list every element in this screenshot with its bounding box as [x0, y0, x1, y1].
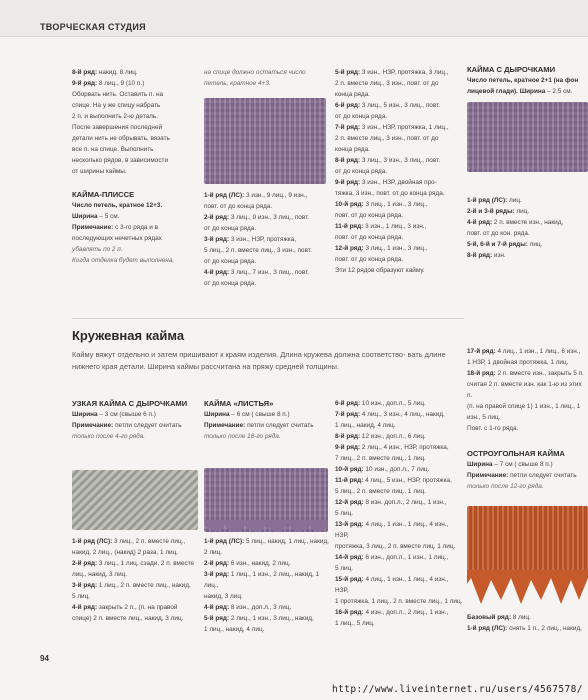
text-line [467, 195, 588, 206]
text-line [335, 519, 463, 541]
row-text: 2 п. вместе изн., закрыть 5 п. [495, 370, 584, 377]
row-label: 17-й ряд: [467, 348, 496, 355]
row-text: 1 НЗР, 1 двойная протяжка, 1 лиц. [467, 359, 569, 366]
row-label: Примечание: [204, 422, 246, 429]
text-line [72, 547, 204, 558]
text-line [204, 201, 334, 212]
row-label: 9-й ряд: [335, 444, 361, 451]
text-line [335, 475, 463, 486]
row-label: 13-й ряд: [335, 521, 364, 528]
row-text: 1 протяжка, 1 лиц., 2 п. вместе лиц., 1 лиц. [335, 598, 463, 605]
text-line [204, 256, 334, 267]
row-text: снять 1 п., 2 лиц., накид, [507, 625, 582, 632]
text-line [204, 267, 334, 278]
column-4-rows [467, 195, 588, 261]
pointed-edge-teeth [467, 570, 588, 606]
text-line [335, 442, 463, 453]
text-line [467, 206, 588, 217]
row-label: Ширина [204, 411, 230, 418]
row-text: 2 п. вместе изн., накид, [492, 219, 564, 226]
text-line [72, 78, 194, 89]
row-label: Число петель, кратное 12+3. [72, 202, 163, 209]
row-text: повт. от до конца ряда. [204, 203, 273, 210]
text-line [335, 243, 463, 254]
row-text: накид, 3 лиц. [204, 593, 243, 600]
text-line [72, 420, 198, 431]
text-line [204, 212, 334, 223]
row-text: Оборвать нить. Оставить п. на [72, 91, 164, 98]
subsection-title: КАЙМА «ЛИСТЬЯ» [204, 399, 274, 408]
text-line [467, 239, 588, 250]
page-number: 94 [40, 654, 49, 663]
row-text: – 6 см ( свыше 8 п.) [229, 411, 290, 418]
text-line [335, 607, 463, 618]
row-text: 4 лиц., 3 изн., 4 лиц., накид, [360, 411, 445, 418]
row-text: 8 лиц. [510, 614, 531, 621]
row-text: 1 лиц., накид, 4 лиц. [335, 422, 396, 429]
text-line [335, 89, 463, 100]
row-text: несколько рядов, в зависимости [72, 157, 169, 164]
row-text: изн. [492, 252, 506, 259]
text-line [467, 612, 588, 623]
text-line [467, 228, 588, 239]
row-text: 3 изн., НЗР, двойная про- [360, 179, 437, 186]
row-text: 4 лиц., 1 изн., 1 лиц., 4 изн., НЗР, [335, 576, 449, 594]
row-text: 5 лиц. [335, 565, 354, 572]
text-line [335, 497, 463, 508]
text-line [335, 464, 463, 475]
row-label: 10-й ряд: [335, 466, 364, 473]
text-line [335, 111, 463, 122]
row-text: 3 изн., НЗР, протяжка, 3 лиц., [360, 69, 449, 76]
text-line [72, 222, 194, 244]
row-text: 1 лиц., 1 изн., 2 лиц., накид, 1 лиц., [204, 571, 320, 589]
row-text: 5 лиц., накид, 1 лиц., накид, [244, 538, 329, 545]
pointed-edge-rows [467, 612, 588, 634]
text-line [335, 453, 463, 464]
text-line [204, 536, 334, 547]
text-line [335, 552, 463, 563]
row-label: 7-й ряд: [335, 124, 361, 131]
section-header: ТВОРЧЕСКАЯ СТУДИЯ [40, 22, 146, 32]
row-label: Ширина [467, 461, 493, 468]
subsection-title: ОСТРОУГОЛЬНАЯ КАЙМА [467, 449, 565, 458]
row-label: Ширина [72, 213, 98, 220]
narrow-edge-header [72, 398, 198, 442]
text-line [72, 100, 194, 111]
row-text: петли следует считать [245, 422, 314, 429]
row-text: 8 изн., доп.л., 3 лиц. [229, 604, 292, 611]
row-text: 3 лиц., 5 изн., 3 лиц., повт. [360, 102, 441, 109]
row-text: повт. от до конца ряда. [335, 212, 404, 219]
text-line [72, 133, 194, 144]
leaves-edge-rows [204, 536, 334, 635]
text-line [335, 210, 463, 221]
row-text: 3 лиц., 9 изн., 3 лиц., повт. [229, 214, 310, 221]
row-text: 2 лиц., 1 изн., 3 лиц., накид, [229, 615, 314, 622]
row-label: 16-й ряд: [335, 609, 364, 616]
row-text: Эти 12 рядов образуют кайму. [335, 267, 425, 274]
lace-edge-intro: Кайму вяжут отдельно и затем пришивают к краям изделия. Длина кружева должна соответство- вать длине нижнего края детали. Ширина каймы рассчитана на пряжу средней толщины. [72, 350, 446, 371]
row-text: (п. на правой спице 1) 1 изн., 1 лиц., 1 изн., 5 лиц. [467, 403, 581, 421]
row-label: 18-й ряд: [467, 370, 496, 377]
subsection-title: УЗКАЯ КАЙМА С ДЫРОЧКАМИ [72, 399, 188, 408]
text-line [467, 423, 588, 434]
text-line [335, 199, 463, 210]
row-label: 11-й ряд: [335, 477, 364, 484]
text-line [467, 346, 588, 357]
row-text: Повт. с 1-го ряда. [467, 425, 519, 432]
text-line [467, 459, 588, 470]
row-text: спице) 2 п. вместе лиц., накид, 3 лиц. [72, 615, 184, 622]
text-line [72, 569, 204, 580]
row-text: накид, 2 лиц., (накид) 2 раза, 1 лиц. [72, 549, 179, 556]
text-line [467, 250, 588, 261]
pleat-sample-photo [204, 98, 326, 184]
text-line [72, 89, 194, 100]
row-text: петли следует считать [508, 472, 577, 479]
row-text: 8 изн. доп.л., 2 лиц., 1 изн., [363, 499, 447, 506]
text-line [335, 574, 463, 596]
leaves-edge-header [204, 398, 330, 442]
text-line: только после 4-го ряда. [72, 433, 146, 440]
column-4-bottom-rows [467, 346, 588, 434]
row-text: 8 лиц., 9 (10 п.) [97, 80, 145, 87]
row-text: детали нить не обрывать, вязать [72, 135, 170, 142]
text-line [72, 580, 204, 591]
row-text: 7 лиц., 2 п. вместе лиц., 1 лиц. [335, 455, 426, 462]
text-line [204, 190, 334, 201]
text-line [335, 563, 463, 574]
row-text: повт. от до кон. ряда. [467, 230, 530, 237]
text-line [335, 420, 463, 431]
text-line [335, 265, 463, 276]
row-text: 4 лиц., 5 изн., НЗР, протяжка, [363, 477, 452, 484]
row-label: 1-й ряд (ЛС): [467, 197, 508, 204]
row-text: повт. от до конца ряда. [335, 234, 404, 241]
row-text: конца ряда. [335, 146, 370, 153]
row-text: с 3-го ряда и в последующих нечетных рядах [72, 224, 162, 242]
text-line [72, 409, 198, 420]
row-text: 5 лиц. [72, 593, 91, 600]
row-text: После завершения последней [72, 124, 163, 131]
row-label: 2-й ряд: [204, 214, 230, 221]
row-text: лиц. [527, 241, 543, 248]
source-url: http://www.liveinternet.ru/users/4567578/ [332, 684, 583, 695]
text-line [204, 624, 334, 635]
row-text: – 3 см (свыше 6 п.) [97, 411, 156, 418]
row-text: – 2.5 см. [545, 88, 573, 95]
text-line [204, 234, 334, 245]
row-label: 9-й ряд: [72, 80, 98, 87]
text-line [72, 155, 194, 166]
row-label: 8-й ряд: [72, 69, 98, 76]
row-label: Число петель, кратное 2+1 (на фон [467, 77, 579, 84]
row-text: 12 изн., доп.л., 6 лиц. [360, 433, 426, 440]
text-line: только после 12-го ряда. [467, 483, 544, 490]
text-line [72, 211, 194, 222]
row-label: лицевой глади). Ширина [467, 88, 546, 95]
subsection-title: КАЙМА С ДЫРОЧКАМИ [467, 65, 556, 74]
row-label: 4-й ряд: [467, 219, 493, 226]
row-text: 5 лиц., 2 п. вместе лиц., 1 лиц. [335, 488, 426, 495]
row-text: протяжка, 3 лиц., 2 п. вместе лиц. 1 лиц. [335, 543, 456, 550]
text-line [467, 470, 588, 481]
row-label: 8-й ряд: [335, 157, 361, 164]
subsection-title: КАЙМА-ПЛИССЕ [72, 190, 135, 199]
row-text: лиц. [514, 208, 530, 215]
row-text: 3 изн., НЗР, протяжка, 1 лиц., [360, 124, 449, 131]
row-text: 5 лиц., 2 п. вместе лиц., 3 изн., повт. [204, 247, 312, 254]
pointed-edge-header [467, 448, 588, 492]
row-label: Ширина [72, 411, 98, 418]
row-label: Примечание: [72, 224, 114, 231]
row-label: 8-й ряд: [335, 433, 361, 440]
text-line [204, 245, 334, 256]
divider [72, 318, 464, 319]
row-text: повт. от до конца ряда. [335, 256, 404, 263]
text-line [467, 368, 588, 379]
row-label: 1-й ряд (ЛС): [204, 192, 245, 199]
row-text: 2 п. вместе лиц., 3 изн., повт. от до [335, 135, 439, 142]
row-text: 6 изн., накид, 2 лиц. [229, 560, 291, 567]
text-line [335, 232, 463, 243]
row-text: 2 лиц., 4 изн., НЗР, протяжка, [360, 444, 449, 451]
row-label: 5-й ряд: [335, 69, 361, 76]
text-line [467, 217, 588, 228]
text-line [204, 409, 330, 420]
row-label: 12-й ряд: [335, 245, 364, 252]
row-text: Когда отделка будет выполнена, [72, 257, 175, 264]
row-label: 15-й ряд: [335, 576, 364, 583]
text-line [72, 144, 194, 155]
text-line [467, 623, 588, 634]
row-text: от до конца ряда. [204, 280, 257, 287]
text-line: петель, кратное 4+3. [204, 80, 271, 87]
row-text: петли следует считать [113, 422, 182, 429]
row-label: 14-й ряд: [335, 554, 364, 561]
text-line [467, 357, 588, 368]
row-label: Примечание: [72, 422, 114, 429]
text-line [467, 86, 588, 97]
row-label: 2-й ряд: [204, 560, 230, 567]
row-text: 4 лиц., 1 изн., 1 лиц., 4 изн., НЗР, [335, 521, 449, 539]
text-line [72, 591, 204, 602]
text-line [467, 75, 588, 86]
row-label: Примечание: [467, 472, 509, 479]
text-line [72, 255, 194, 266]
text-line [72, 536, 204, 547]
row-text: 3 лиц., 1 изн., 3 лиц., [363, 245, 428, 252]
text-line [335, 398, 463, 409]
row-text: 2 п. и выполнить 2-ю деталь. [72, 113, 158, 120]
row-label: 2-й и 3-й ряды: [467, 208, 515, 215]
row-text: от до конца ряда. [204, 225, 257, 232]
narrow-edge-rows [72, 536, 204, 624]
text-line [335, 596, 463, 607]
text-line [335, 133, 463, 144]
text-line [467, 401, 588, 423]
row-text: накид, 8 лиц. [97, 69, 138, 76]
text-line [72, 558, 204, 569]
text-line [335, 508, 463, 519]
text-line [335, 486, 463, 497]
row-text: 6 изн., доп.л., 1 изн., 1 лиц., [363, 554, 449, 561]
row-text: 10 изн., доп.л., 5 лиц. [360, 400, 426, 407]
text-line [204, 223, 334, 234]
row-text: спице. На у же спицу набрать [72, 102, 161, 109]
text-line: на спице должно остаться число [204, 69, 306, 76]
pointed-edge-sample-photo [467, 506, 588, 576]
row-label: 1-й ряд (ЛС): [72, 538, 113, 545]
text-line [204, 558, 334, 569]
text-line [204, 591, 334, 602]
text-line [72, 244, 194, 255]
column-3-bottom-rows [335, 398, 463, 629]
row-label: 3-й ряд: [72, 582, 98, 589]
row-text: лиц. [507, 197, 522, 204]
row-label: 4-й ряд: [72, 604, 98, 611]
text-line [335, 431, 463, 442]
text-line [72, 166, 194, 177]
lace-edge-title: Кружевная кайма [72, 328, 185, 343]
row-label: 1-й ряд (ЛС): [467, 625, 508, 632]
text-line [204, 420, 330, 431]
row-label: Базовый ряд: [467, 614, 511, 621]
row-text: 3 изн., НЗР, протяжка, [229, 236, 297, 243]
text-line [335, 166, 463, 177]
text-line [467, 379, 588, 401]
text-line [335, 144, 463, 155]
row-text: 3 лиц., 2 п. вместе лиц., [112, 538, 186, 545]
row-text: от до конца ряда. [335, 113, 388, 120]
row-text: 1 лиц., 5 лиц. [335, 620, 375, 627]
text-line [335, 541, 463, 552]
row-label: 12-й ряд: [335, 499, 364, 506]
row-label: 9-й ряд: [335, 179, 361, 186]
text-line [72, 122, 194, 133]
row-label: 3-й ряд: [204, 571, 230, 578]
text-line [335, 155, 463, 166]
text-line [335, 177, 463, 188]
row-label: 2-й ряд: [72, 560, 98, 567]
row-text: 4 изн., доп.л., 2 лиц., 1 изн., [363, 609, 449, 616]
text-line [335, 100, 463, 111]
text-line [72, 111, 194, 122]
text-line [335, 409, 463, 420]
text-line [335, 78, 463, 89]
narrow-edge-sample-photo [72, 470, 198, 530]
eyelet-edge-sample-photo [467, 102, 588, 172]
row-text: тяжка, 3 изн., повт. от до конца ряда. [335, 190, 445, 197]
row-text: убавлять по 2 п. [72, 246, 123, 253]
text-line [335, 618, 463, 629]
text-line [335, 188, 463, 199]
row-text: 3 лиц., 1 лиц. сзади, 2 п. вместе [97, 560, 195, 567]
row-text: 3 лиц., 3 изн., 3 лиц., повт. [360, 157, 441, 164]
text-line [335, 122, 463, 133]
text-line: только после 18-го ряда. [204, 433, 281, 440]
row-label: 8-й ряд: [467, 252, 493, 259]
row-label: 7-й ряд: [335, 411, 361, 418]
row-text: – 7 см ( свыше 8 п.) [492, 461, 553, 468]
row-text: лиц., накид, 3 лиц. [72, 571, 128, 578]
row-label: 4-й ряд: [204, 269, 230, 276]
row-text: 5 лиц. [335, 510, 354, 517]
row-label: 3-й ряд: [204, 236, 230, 243]
row-label: 4-й ряд: [204, 604, 230, 611]
row-text: считая 2 п. вместе изн. как 1-ю из этих п. [467, 381, 582, 399]
text-line [204, 613, 334, 624]
row-text: 3 лиц., 1 изн., 3 лиц., [363, 201, 428, 208]
text-line [204, 547, 334, 558]
text-line [72, 200, 194, 211]
column-1-text [72, 67, 194, 266]
row-text: от до конца ряда. [204, 258, 257, 265]
row-text: 3 изн., 9 лиц., 9 изн., [244, 192, 308, 199]
row-label: 10-й ряд: [335, 201, 364, 208]
row-text: от ширины каймы. [72, 168, 127, 175]
row-label: 5-й, 6-й и 7-й ряды: [467, 241, 528, 248]
column-4-text [467, 64, 588, 97]
text-line [335, 221, 463, 232]
row-text: все п. на спице. Выполнить [72, 146, 154, 153]
text-line [204, 569, 334, 591]
row-text: 1 лиц., накид, 4 лиц. [204, 626, 265, 633]
row-label: 1-й ряд (ЛС): [204, 538, 245, 545]
column-2-rows [204, 190, 334, 289]
row-text: 3 лиц., 7 изн., 3 лиц., повт. [229, 269, 310, 276]
row-text: 2 п. вместе лиц., 3 изн., повт. от до [335, 80, 439, 87]
text-line [72, 67, 194, 78]
row-text: 1 лиц., 2 п. вместе лиц., накид, [97, 582, 191, 589]
row-text: 2 лиц. [204, 549, 223, 556]
column-2-intro [204, 67, 330, 89]
text-line [72, 613, 204, 624]
text-line [335, 67, 463, 78]
row-text: 3 изн., 1 лиц., 3 изн., [363, 223, 427, 230]
column-3-rows [335, 67, 463, 276]
row-label: 6-й ряд: [335, 400, 361, 407]
row-text: закрыть 2 п., (п. на правой [97, 604, 178, 611]
row-text: от до конца ряда. [335, 168, 388, 175]
text-line [204, 278, 334, 289]
row-label: 11-й ряд: [335, 223, 364, 230]
text-line [72, 602, 204, 613]
row-text: – 5 см. [97, 213, 120, 220]
row-text: 10 изн., доп.л., 7 лиц. [363, 466, 430, 473]
row-label: 6-й ряд: [335, 102, 361, 109]
text-line [204, 602, 334, 613]
row-label: 5-й ряд: [204, 615, 230, 622]
text-line [335, 254, 463, 265]
row-text: 4 лиц., 1 изн., 1 лиц., 6 изн., [495, 348, 581, 355]
row-text: конца ряда. [335, 91, 370, 98]
spacer [72, 177, 194, 189]
